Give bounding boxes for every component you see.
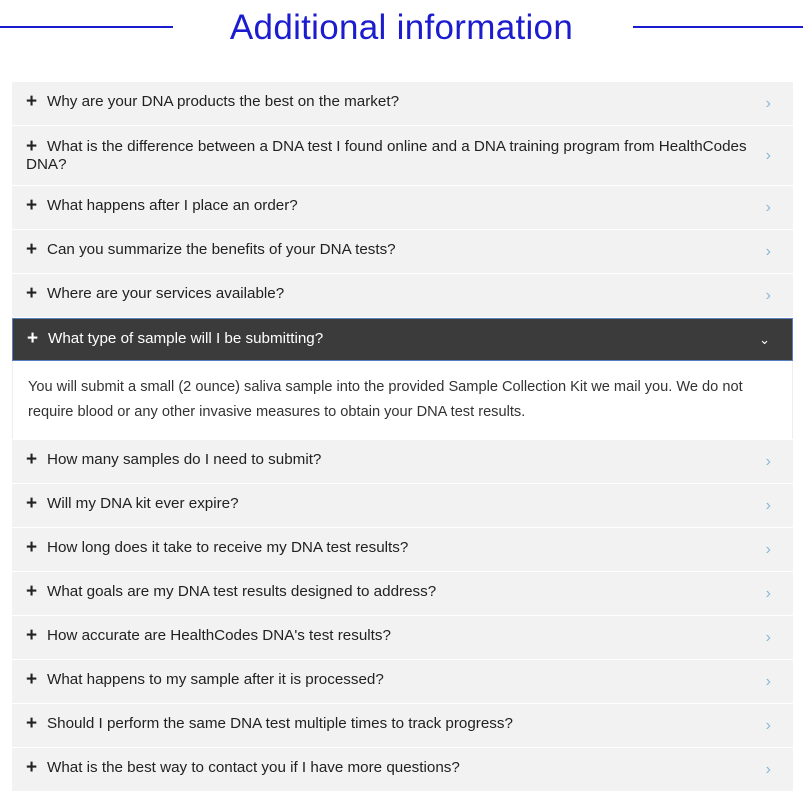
faq-question-text: How long does it take to receive my DNA test results? — [47, 539, 409, 556]
faq-question-text: Can you summarize the benefits of your DNA tests? — [47, 241, 396, 258]
plus-icon: + — [26, 581, 38, 602]
faq-question-toggle[interactable] — [12, 660, 793, 703]
chevron-right-icon: › — [765, 672, 771, 690]
faq-question-text: Should I perform the same DNA test multiple times to track progress? — [47, 715, 513, 732]
plus-icon: + — [26, 195, 38, 216]
plus-icon: + — [26, 91, 38, 112]
faq-item — [12, 186, 793, 230]
chevron-down-icon: ⌄ — [759, 331, 770, 347]
faq-question-toggle[interactable] — [12, 484, 793, 527]
faq-answer: You will submit a small (2 ounce) saliva sample into the provided Sample Collection Kit we mail you. We do not require blood or any other invasive measures to obtain your DNA test results. — [12, 361, 793, 439]
plus-icon: + — [26, 239, 38, 260]
faq-question-text: How many samples do I need to submit? — [47, 451, 322, 468]
chevron-right-icon: › — [765, 496, 771, 514]
faq-question-text: What is the difference between a DNA test I found online and a DNA training program from HealthCodes DNA? — [26, 138, 747, 173]
plus-icon: + — [26, 537, 38, 558]
faq-question-toggle[interactable] — [12, 704, 793, 747]
faq-question-text: What happens after I place an order? — [47, 197, 298, 214]
faq-item — [12, 572, 793, 616]
chevron-right-icon: › — [765, 584, 771, 602]
faq-question-toggle[interactable] — [12, 230, 793, 273]
faq-item — [12, 230, 793, 274]
header-rule-right — [633, 26, 803, 28]
faq-question-text: What happens to my sample after it is processed? — [47, 671, 384, 688]
chevron-right-icon: › — [765, 716, 771, 734]
plus-icon: + — [26, 493, 38, 514]
plus-icon: + — [27, 328, 39, 349]
chevron-right-icon: › — [765, 628, 771, 646]
faq-item-expanded — [12, 318, 793, 440]
faq-question-toggle[interactable] — [12, 528, 793, 571]
faq-question-text: How accurate are HealthCodes DNA's test results? — [47, 627, 391, 644]
faq-question-text: Will my DNA kit ever expire? — [47, 495, 239, 512]
section-header — [0, 0, 803, 60]
plus-icon: + — [26, 757, 38, 778]
faq-item — [12, 704, 793, 748]
plus-icon: + — [26, 625, 38, 646]
faq-question-toggle[interactable] — [12, 126, 793, 185]
chevron-right-icon: › — [765, 760, 771, 778]
plus-icon: + — [26, 449, 38, 470]
chevron-right-icon: › — [765, 94, 771, 112]
chevron-right-icon: › — [765, 242, 771, 260]
faq-question-toggle[interactable] — [12, 186, 793, 229]
faq-question-toggle[interactable] — [12, 318, 793, 361]
page-title: Additional information — [229, 8, 574, 47]
faq-item — [12, 484, 793, 528]
faq-question-text: Why are your DNA products the best on the market? — [47, 93, 400, 110]
chevron-right-icon: › — [765, 198, 771, 216]
faq-item — [12, 748, 793, 792]
faq-item — [12, 126, 793, 186]
faq-item — [12, 660, 793, 704]
faq-question-text: What type of sample will I be submitting? — [48, 330, 324, 347]
faq-question-toggle[interactable] — [12, 572, 793, 615]
chevron-right-icon: › — [765, 286, 771, 304]
faq-question-toggle[interactable] — [12, 748, 793, 791]
faq-item — [12, 528, 793, 572]
faq-item — [12, 440, 793, 484]
faq-question-toggle[interactable] — [12, 82, 793, 125]
faq-item — [12, 274, 793, 318]
chevron-right-icon: › — [765, 452, 771, 470]
chevron-right-icon: › — [765, 540, 771, 558]
plus-icon: + — [26, 283, 38, 304]
chevron-right-icon: › — [765, 146, 771, 164]
faq-question-toggle[interactable] — [12, 274, 793, 317]
faq-question-toggle[interactable] — [12, 440, 793, 483]
faq-item — [12, 616, 793, 660]
faq-question-text: What goals are my DNA test results designed to address? — [47, 583, 437, 600]
faq-question-text: What is the best way to contact you if I have more questions? — [47, 759, 460, 776]
plus-icon: + — [26, 669, 38, 690]
faq-item — [12, 82, 793, 126]
faq-question-toggle[interactable] — [12, 616, 793, 659]
faq-question-text: Where are your services available? — [47, 285, 285, 302]
faq-accordion — [12, 82, 793, 792]
plus-icon: + — [26, 713, 38, 734]
plus-icon: + — [26, 136, 38, 157]
